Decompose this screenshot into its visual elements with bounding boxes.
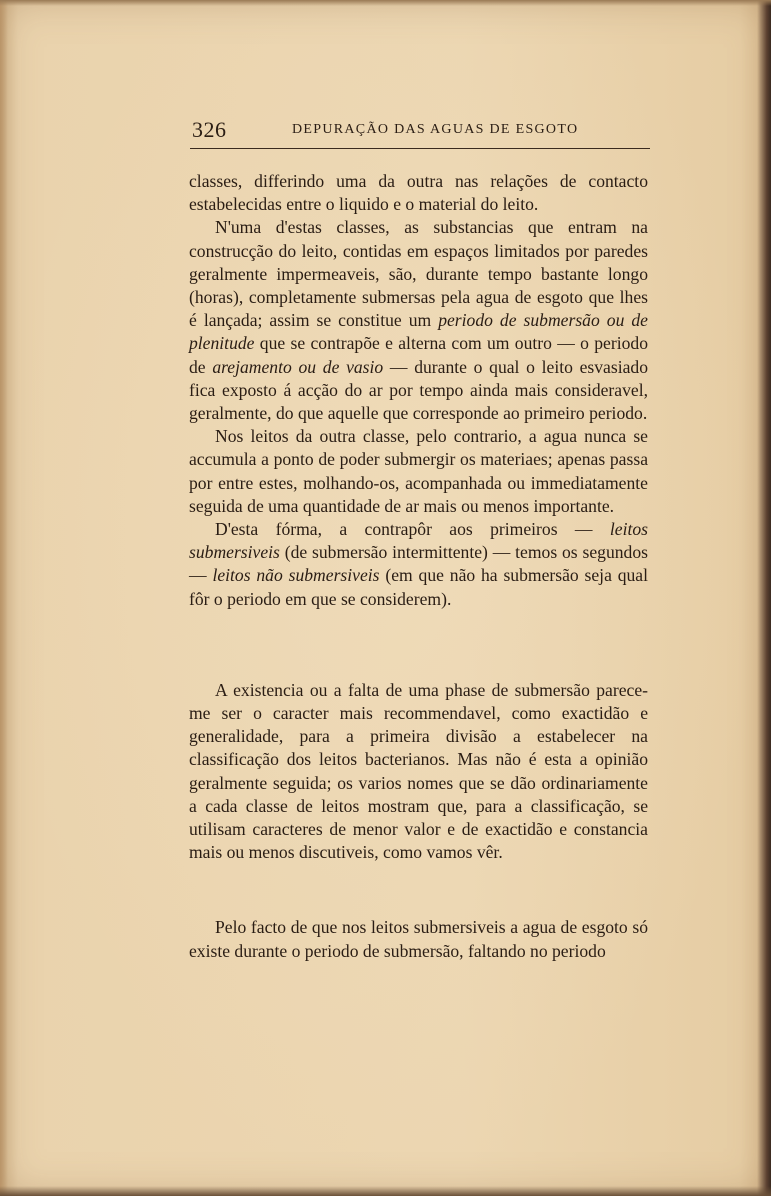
body-text xyxy=(189,170,648,963)
section-gap xyxy=(189,864,648,916)
paragraph-4: D'esta fórma, a contrapôr aos primeiros — leitos submersiveis (de submersão intermittente) — temos os segundos — leitos não submersiveis (em que não ha submersão seja qual fôr o periodo em que se considerem). xyxy=(189,519,648,609)
term-arejamento: arejamento ou de vasio xyxy=(212,356,384,377)
term-leitos-submersiveis: leitos submersiveis xyxy=(189,519,648,563)
running-title: DEPURAÇÃO DAS AGUAS DE ESGOTO xyxy=(292,122,579,137)
term-leitos-nao-submersiveis: leitos não submersiveis xyxy=(212,565,380,586)
section-gap xyxy=(189,611,648,679)
page-edge-left xyxy=(0,0,8,1196)
paragraph-1: classes, differindo uma da outra nas relações de contacto estabelecidas entre o liquido e o material do leito. xyxy=(189,171,648,215)
page-header xyxy=(190,114,650,144)
header-rule xyxy=(190,148,650,149)
paragraph-5: A existencia ou a falta de uma phase de submersão parece-me ser o caracter mais recommendavel, como exactidão e generalidade, para a primeira divisão a estabelecer na classificação dos leitos bacterianos. Mas não é esta a opinião geralmente seguida; os varios nomes que se dão ordinariamente a cada classe de leitos mostram que, para a classificação, se utilisam caracteres de menor valor e de exactidão e constancia mais ou menos discutiveis, como vamos vêr. xyxy=(189,679,648,863)
page-number: 326 xyxy=(192,117,227,142)
page-edge-top xyxy=(0,0,771,6)
paragraph-6: Pelo facto de que nos leitos submersiveis a agua de esgoto só existe durante o periodo de submersão, faltando no periodo xyxy=(189,917,648,961)
paragraph-2: N'uma d'estas classes, as substancias que entram na construcção do leito, contidas em espaços limitados por paredes geralmente impermeaveis, são, durante tempo bastante longo (horas), completamente submersas pela agua de esgoto que lhes é lançada; assim se constitue um periodo de submersão ou de plenitude que se contrapõe e alterna com um outro — o periodo de arejamento ou de vasio — durante o qual o leito esvasiado fica exposto á acção do ar por tempo ainda mais consideravel, geralmente, do que aquelle que corresponde ao primeiro periodo. xyxy=(189,217,648,424)
page-edge-right xyxy=(757,0,771,1196)
term-periodo-submersao: periodo de submersão ou de plenitude xyxy=(189,310,648,354)
paragraph-3: Nos leitos da outra classe, pelo contrario, a agua nunca se accumula a ponto de poder submergir os materiaes; apenas passa por entre estes, molhando-os, acompanhada ou immediatamente seguida de uma quantidade de ar mais ou menos importante. xyxy=(189,426,648,516)
page-edge-bottom xyxy=(0,1186,771,1196)
